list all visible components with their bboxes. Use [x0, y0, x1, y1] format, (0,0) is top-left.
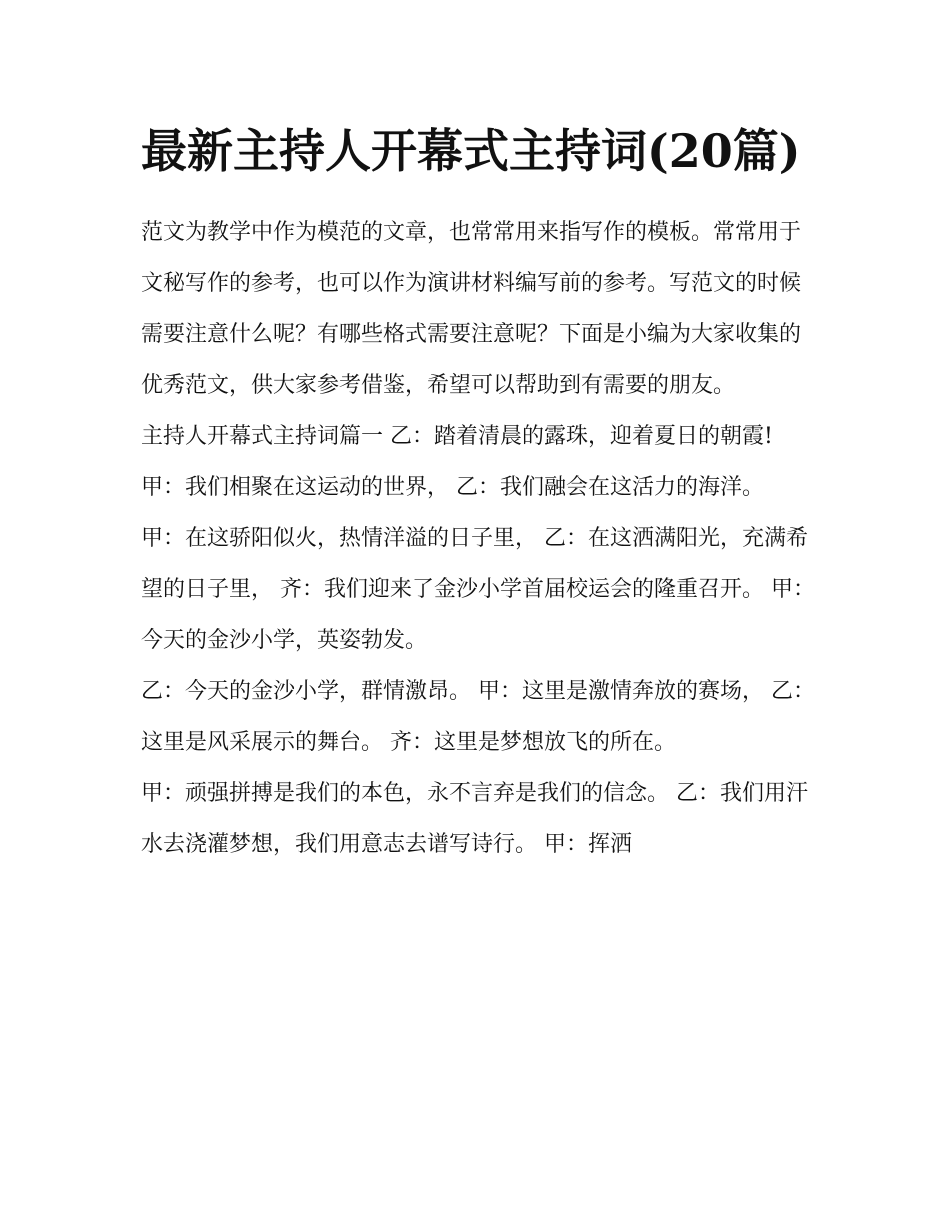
body-paragraph: 甲：顽强拼搏是我们的本色，永不言弃是我们的信念。 乙：我们用汗水去浇灌梦想，我们用意志去谱写诗行。 甲：挥洒 [141, 781, 808, 857]
document-body [141, 112, 821, 870]
body-paragraph: 甲：在这骄阳似火，热情洋溢的日子里， 乙：在这洒满阳光，充满希望的日子里， 齐：我们迎来了金沙小学首届校运会的隆重召开。 甲：今天的金沙小学，英姿勃发。 [141, 526, 815, 653]
body-paragraph: 主持人开幕式主持词篇一 乙：踏着清晨的露珠，迎着夏日的朝霞! 甲：我们相聚在这运动的世界， 乙：我们融会在这活力的海洋。 [141, 424, 773, 500]
document-title: 最新主持人开幕式主持词(20篇) [141, 124, 801, 178]
intro-paragraph: 范文为教学中作为模范的文章，也常常用来指写作的模板。常常用于文秘写作的参考，也可以作为演讲材料编写前的参考。写范文的时候需要注意什么呢？有哪些格式需要注意呢？下面是小编为大家收集的优秀范文，供大家参考借鉴，希望可以帮助到有需要的朋友。 [141, 220, 802, 398]
body-paragraph: 乙：今天的金沙小学，群情激昂。 甲：这里是激情奔放的赛场， 乙：这里是风采展示的舞台。 齐：这里是梦想放飞的所在。 [141, 679, 815, 755]
